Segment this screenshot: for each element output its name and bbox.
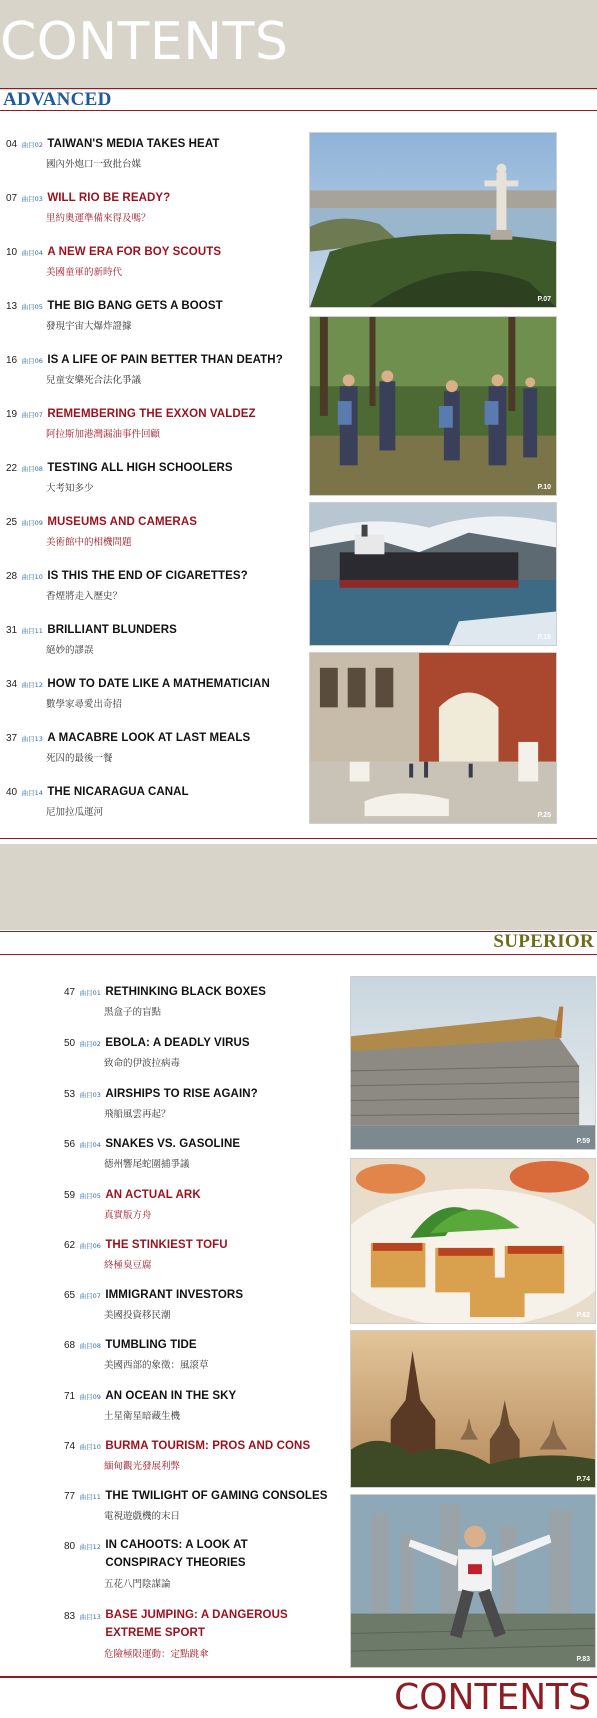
track-code: 曲目04 [79, 1141, 101, 1149]
article-title: THE STINKIEST TOFU [105, 1239, 228, 1251]
article-title: MUSEUMS AND CAMERAS [47, 516, 198, 528]
photo-base-jumping [350, 1494, 596, 1668]
list-item[interactable] [64, 1235, 228, 1271]
track-code: 曲目03 [79, 1091, 101, 1099]
article-title: THE NICARAGUA CANAL [47, 786, 189, 798]
page-number: 40 [6, 787, 18, 798]
photo-page-label: P.59 [576, 1138, 590, 1145]
article-title: BURMA TOURISM: PROS AND CONS [105, 1440, 311, 1452]
page-number: 62 [64, 1240, 76, 1251]
page-number: 80 [64, 1541, 76, 1552]
list-item[interactable] [6, 728, 250, 764]
track-code: 曲目13 [21, 735, 43, 743]
track-code: 曲目02 [79, 1040, 101, 1048]
article-subtitle: 阿拉斯加港灣漏油事件回顧 [46, 429, 161, 440]
track-code: 曲目06 [21, 357, 43, 365]
list-item[interactable] [6, 404, 256, 440]
article-title: AN OCEAN IN THE SKY [105, 1390, 237, 1402]
page-number: 83 [64, 1611, 76, 1622]
article-subtitle: 香煙將走入歷史？ [46, 591, 123, 602]
article-title: TESTING ALL HIGH SCHOOLERS [47, 462, 233, 474]
track-code: 曲目09 [21, 519, 43, 527]
list-item[interactable] [64, 1185, 201, 1221]
article-subtitle: 黑盒子的盲點 [104, 1007, 162, 1018]
track-code: 曲目04 [21, 249, 43, 257]
page-number: 50 [64, 1038, 76, 1049]
list-item[interactable] [64, 982, 266, 1018]
list-item[interactable] [6, 350, 283, 386]
track-code: 曲目07 [21, 411, 43, 419]
article-title: REMEMBERING THE EXXON VALDEZ [47, 408, 256, 420]
list-item[interactable] [6, 512, 197, 548]
article-subtitle: 數學家尋愛出奇招 [46, 699, 123, 710]
track-code: 曲目05 [21, 303, 43, 311]
article-subtitle: 終極臭豆腐 [104, 1260, 152, 1271]
article-title: A MACABRE LOOK AT LAST MEALS [47, 732, 251, 744]
list-item[interactable] [6, 242, 221, 278]
photo-page-label: P.25 [537, 812, 551, 819]
section-label-advanced: ADVANCED [3, 89, 112, 110]
page-number: 68 [64, 1340, 76, 1351]
article-title: THE TWILIGHT OF GAMING CONSOLES [105, 1490, 328, 1502]
article-subtitle: 絕妙的謬誤 [46, 645, 94, 656]
track-code: 曲目06 [79, 1242, 101, 1250]
article-subtitle: 美國投資移民潮 [104, 1310, 171, 1321]
list-item[interactable] [64, 1386, 236, 1422]
article-title: EBOLA: A DEADLY VIRUS [105, 1037, 250, 1049]
article-title: BRILLIANT BLUNDERS [47, 624, 177, 636]
photo-page-label: P.19 [537, 634, 551, 641]
article-title: RETHINKING BLACK BOXES [105, 986, 266, 998]
article-title: IS THIS THE END OF CIGARETTES? [47, 570, 248, 582]
article-subtitle: 大考知多少 [46, 483, 94, 494]
article-title: TAIWAN'S MEDIA TAKES HEAT [47, 138, 220, 150]
photo-stinky-tofu [350, 1158, 596, 1324]
track-code: 曲目08 [79, 1342, 101, 1350]
list-item[interactable] [6, 458, 233, 494]
track-code: 曲目02 [21, 141, 43, 149]
article-title: IS A LIFE OF PAIN BETTER THAN DEATH? [47, 354, 283, 366]
track-code: 曲目14 [21, 789, 43, 797]
page-number: 59 [64, 1190, 76, 1201]
list-item[interactable] [6, 674, 270, 710]
list-item[interactable] [6, 188, 170, 224]
article-subtitle: 電視遊戲機的末日 [104, 1511, 181, 1522]
page-number: 56 [64, 1139, 76, 1150]
page-number: 71 [64, 1391, 76, 1402]
article-title: AN ACTUAL ARK [105, 1189, 201, 1201]
track-code: 曲目11 [21, 627, 43, 635]
photo-page-label: P.10 [537, 484, 551, 491]
track-code: 曲目01 [79, 989, 101, 997]
photo-boy-scouts [309, 316, 557, 496]
track-code: 曲目10 [21, 573, 43, 581]
list-item[interactable] [6, 134, 220, 170]
track-code: 曲目09 [79, 1393, 101, 1401]
advanced-rule [0, 110, 597, 111]
article-subtitle: 致命的伊波拉病毒 [104, 1058, 181, 1069]
photo-page-label: P.07 [537, 296, 551, 303]
photo-page-label: P.62 [576, 1312, 590, 1319]
page-number: 22 [6, 463, 18, 474]
photo-page-label: P.83 [576, 1656, 590, 1663]
article-subtitle: 土星衛星暗藏生機 [104, 1411, 181, 1422]
page-number: 13 [6, 301, 18, 312]
article-subtitle: 里約奧運準備來得及嗎？ [46, 213, 151, 224]
page-number: 04 [6, 139, 18, 150]
article-subtitle: 發現宇宙大爆炸證據 [46, 321, 132, 332]
article-subtitle: 飛船風雲再起？ [104, 1109, 171, 1120]
page-number: 16 [6, 355, 18, 366]
photo-exxon-valdez [309, 502, 557, 646]
page-number: 19 [6, 409, 18, 420]
article-subtitle: 國內外炮口一致批台媒 [46, 159, 142, 170]
superior-rule [0, 954, 597, 955]
page-number: 74 [64, 1441, 76, 1452]
article-subtitle: 真實版方舟 [104, 1210, 152, 1221]
track-code: 曲目11 [79, 1493, 101, 1501]
section-divider-rule [0, 838, 597, 839]
page-number: 65 [64, 1290, 76, 1301]
article-subtitle: 美國西部的象徵：風滾草 [104, 1360, 209, 1371]
article-subtitle: 尼加拉瓜運河 [46, 807, 104, 818]
page-number: 31 [6, 625, 18, 636]
track-code: 曲目07 [79, 1292, 101, 1300]
article-title: BASE JUMPING: A DANGEROUS EXTREME SPORT [105, 1609, 288, 1639]
article-title: A NEW ERA FOR BOY SCOUTS [47, 246, 222, 258]
list-item[interactable] [64, 1335, 209, 1371]
list-item[interactable] [64, 1033, 250, 1069]
page-number: 37 [6, 733, 18, 744]
article-subtitle: 緬甸觀光發展利弊 [104, 1461, 181, 1472]
page-number: 07 [6, 193, 18, 204]
list-item[interactable] [6, 296, 223, 332]
article-title: TUMBLING TIDE [105, 1339, 197, 1351]
footer-title: CONTENTS [394, 1677, 591, 1718]
photo-ark [350, 976, 596, 1150]
page-title: CONTENTS [0, 12, 289, 72]
track-code: 曲目05 [79, 1192, 101, 1200]
photo-page-label: P.74 [576, 1476, 590, 1483]
photo-museum [309, 652, 557, 824]
list-item[interactable] [64, 1486, 328, 1522]
list-item[interactable] [64, 1606, 334, 1660]
track-code: 曲目08 [21, 465, 43, 473]
page-number: 53 [64, 1089, 76, 1100]
article-title: HOW TO DATE LIKE A MATHEMATICIAN [47, 678, 270, 690]
list-item[interactable] [64, 1436, 310, 1472]
photo-rio [309, 132, 557, 308]
list-item[interactable] [6, 566, 248, 602]
article-subtitle: 死囚的最後一餐 [46, 753, 113, 764]
article-title: AIRSHIPS TO RISE AGAIN? [105, 1088, 258, 1100]
page-number: 10 [6, 247, 18, 258]
article-title: THE BIG BANG GETS A BOOST [47, 300, 223, 312]
list-item[interactable] [6, 620, 177, 656]
list-item[interactable] [6, 782, 189, 818]
track-code: 曲目10 [79, 1443, 101, 1451]
article-subtitle: 美國童軍的新時代 [46, 267, 123, 278]
track-code: 曲目03 [21, 195, 43, 203]
list-item[interactable] [64, 1084, 258, 1120]
section-band [0, 844, 597, 930]
article-subtitle: 美術館中的相機問題 [46, 537, 132, 548]
track-code: 曲目12 [21, 681, 43, 689]
article-title: WILL RIO BE READY? [47, 192, 171, 204]
section-label-superior: SUPERIOR [493, 931, 594, 952]
article-subtitle: 五花八門陰謀論 [104, 1579, 171, 1590]
photo-burma [350, 1330, 596, 1488]
article-subtitle: 兒童安樂死合法化爭議 [46, 375, 142, 386]
page-number: 77 [64, 1491, 76, 1502]
page-number: 47 [64, 987, 76, 998]
list-item[interactable] [64, 1134, 240, 1170]
list-item[interactable] [64, 1285, 243, 1321]
page-number: 34 [6, 679, 18, 690]
article-title: SNAKES VS. GASOLINE [105, 1138, 241, 1150]
list-item[interactable] [64, 1536, 334, 1590]
article-subtitle: 德州響尾蛇圍捕爭議 [104, 1159, 190, 1170]
article-subtitle: 危險極限運動：定點跳傘 [104, 1649, 209, 1660]
page-number: 25 [6, 517, 18, 528]
page-number: 28 [6, 571, 18, 582]
track-code: 曲目13 [79, 1613, 101, 1621]
article-title: IMMIGRANT INVESTORS [105, 1289, 244, 1301]
track-code: 曲目12 [79, 1543, 101, 1551]
article-title: IN CAHOOTS: A LOOK AT CONSPIRACY THEORIES [105, 1539, 248, 1569]
